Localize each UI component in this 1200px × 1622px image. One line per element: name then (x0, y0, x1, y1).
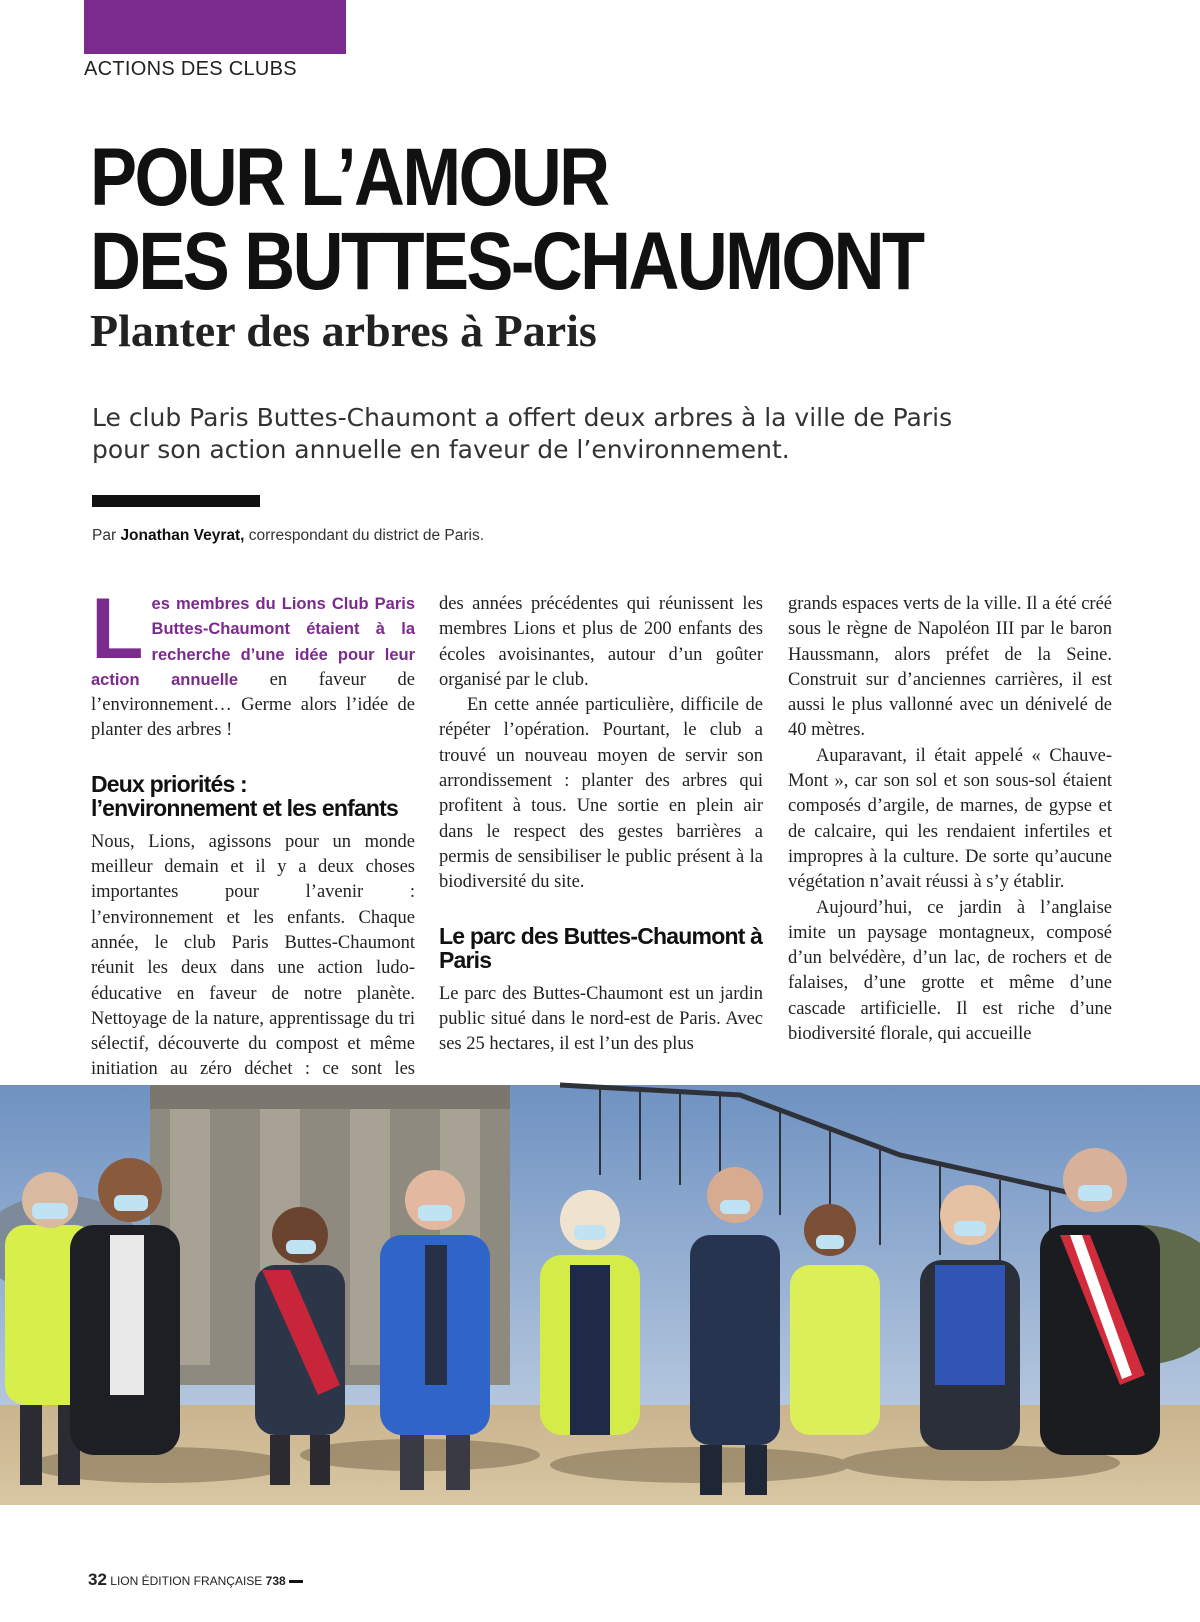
article-paragraph-6: Aujourd’hui, ce jardin à l’anglaise imite un paysage montagneux, composé d’un belvédère, d’un lac, de rochers et de falaises, d’une grotte et même d’une cascade artificielle. Il est riche d’une biodiversité florale, qui accueille (788, 897, 1112, 1045)
issue-number: 738 (265, 1574, 286, 1588)
article-column-2 (439, 592, 763, 1057)
article-paragraph-4-continued (788, 592, 1112, 744)
article-paragraph-5: Auparavant, il était appelé « Chauve-Mont », car son sol et son sous-sol étaient composés d’argile, de marnes, de gypse et de calcaire, qui les rendaient infertiles et impropres à la culture. De sorte qu’aucune végétation n’avait réussi à s’y établir. (788, 745, 1112, 893)
article-paragraph-2-continued (439, 592, 763, 693)
subheading-park: Le parc des Buttes-Chaumont à Paris (439, 922, 763, 973)
group-photo-illustration (0, 1085, 1200, 1505)
article-paragraph-1 (91, 581, 416, 744)
section-color-bar (84, 0, 346, 54)
paragraph-4-part-1: Le parc des Buttes-Chaumont est un jardin public situé dans le nord-est de Paris. Avec ses 25 hectares, il est l’un des plus (439, 983, 763, 1055)
article-paragraph-2 (91, 830, 415, 1080)
footer-dash (289, 1580, 303, 1583)
divider-rule (92, 495, 260, 507)
subtitle: Planter des arbres à Paris (90, 305, 597, 356)
drop-cap: L (91, 581, 144, 677)
article-column-3 (788, 592, 1112, 1047)
lead-text: es membres du Lions Club Paris Buttes-Chaumont étaient à la recherche d’une idée pour leur action annuelle (91, 595, 415, 689)
byline-prefix: Par (92, 527, 117, 544)
byline-author: Jonathan Veyrat, (120, 527, 245, 544)
headline-line-1: POUR L’AMOUR (90, 132, 608, 223)
article-paragraph-4 (439, 982, 763, 1058)
byline (92, 527, 484, 545)
intro-paragraph: Le club Paris Buttes-Chaumont a offert deux arbres à la ville de Paris pour son action annuelle en faveur de l’environnement. (92, 403, 953, 464)
article-column-1 (91, 581, 416, 1080)
paragraph-1-rest: en faveur de l’environnement… Germe alors l’idée de planter des arbres ! (91, 669, 416, 741)
section-label: ACTIONS DES CLUBS (84, 58, 297, 80)
headline-line-2: DES BUTTES-CHAUMONT (90, 216, 923, 307)
headline (90, 132, 984, 307)
page-footer (88, 1570, 303, 1590)
article-paragraph-3: En cette année particulière, difficile de répéter l’opération. Pourtant, le club a trouvé un nouveau moyen de servir son arrondissement : planter des arbres qui profitent à tous. Une sortie en plein air dans le respect des gestes barrières a permis de sensibiliser le public présent à la biodiversité du site. (439, 695, 763, 893)
paragraph-2-part-1: Nous, Lions, agissons pour un monde meilleur demain et il y a deux choses importantes pour l’avenir : l’environnement et les enfants. Chaque année, le club Paris Buttes-Chaumont réunit les deux dans une action ludo-éducative en faveur de notre planète. Nettoyage de la nature, apprentissage du tri sélectif, découverte du compost et même initiation au zéro déchet : ce sont les (91, 831, 415, 1080)
publication-name: LION ÉDITION FRANÇAISE (110, 1574, 263, 1588)
page-number: 32 (88, 1570, 107, 1589)
subheading-priorities: Deux priorités : l’environnement et les enfants (91, 770, 399, 821)
paragraph-2-part-2: des années précédentes qui réunissent les membres Lions et plus de 200 enfants des écoles avoisinantes, autour d’un goûter organisé par le club. (439, 594, 763, 690)
paragraph-4-part-2: grands espaces verts de la ville. Il a été créé sous le règne de Napoléon III par le baron Haussmann, alors préfet de la Seine. Construit sur d’anciennes carrières, il est aussi le plus vallonné avec un dénivelé de 40 mètres. (788, 594, 1112, 741)
byline-role: correspondant du district de Paris. (248, 527, 484, 544)
group-photo (0, 1085, 1200, 1505)
